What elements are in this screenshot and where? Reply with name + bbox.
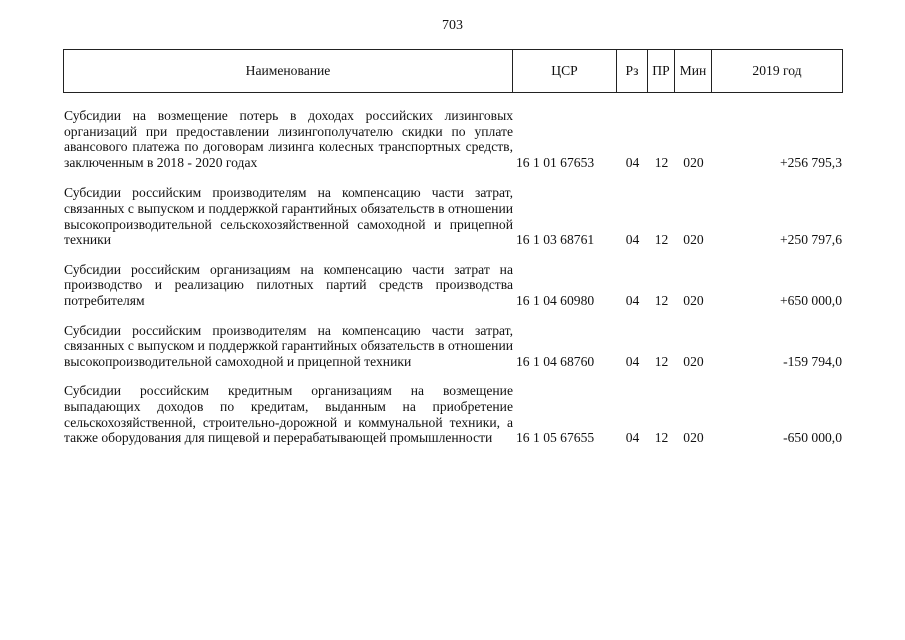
row-description: Субсидии на возмещение потерь в доходах российских лизинговых организаций при предоставлении лизингополучателю скидки по уплате авансового платежа по договорам лизинга колесных транспортных средств, заключенным в 2018 - 2020 годах	[64, 108, 513, 170]
row-csr: 16 1 01 67653	[516, 154, 595, 170]
row-value: +650 000,0	[779, 292, 842, 308]
row-pr: 12	[654, 292, 669, 308]
table-row	[64, 323, 843, 370]
row-csr: 16 1 05 67655	[516, 430, 595, 446]
row-value: +250 797,6	[779, 232, 842, 248]
row-min: 020	[683, 292, 704, 308]
table-row	[64, 185, 843, 247]
row-rz: 04	[625, 353, 640, 369]
row-csr: 16 1 03 68761	[516, 232, 595, 248]
row-value: -650 000,0	[783, 430, 842, 446]
row-pr: 12	[654, 232, 669, 248]
header-name: Наименование	[64, 50, 513, 92]
row-rz: 04	[625, 292, 640, 308]
row-min: 020	[683, 154, 704, 170]
row-description: Субсидии российским производителям на компенсацию части затрат, связанных с выпуском и поддержкой гарантийных обязательств в отношении высокопроизводительной самоходной и прицепной техники	[64, 322, 513, 369]
row-pr: 12	[654, 353, 669, 369]
header-pr: ПР	[648, 50, 675, 92]
header-csr: ЦСР	[513, 50, 617, 92]
row-pr: 12	[654, 430, 669, 446]
table-row	[64, 108, 843, 170]
header-min: Мин	[675, 50, 712, 92]
table-row	[64, 383, 843, 445]
row-min: 020	[683, 430, 704, 446]
row-value: +256 795,3	[779, 154, 842, 170]
row-rz: 04	[625, 232, 640, 248]
row-value: -159 794,0	[783, 353, 842, 369]
row-rz: 04	[625, 430, 640, 446]
row-csr: 16 1 04 60980	[516, 292, 595, 308]
table-body	[64, 108, 843, 460]
row-min: 020	[683, 353, 704, 369]
row-min: 020	[683, 232, 704, 248]
header-rz: Рз	[617, 50, 648, 92]
row-csr: 16 1 04 68760	[516, 353, 595, 369]
page-number: 703	[442, 18, 463, 33]
header-year: 2019 год	[752, 63, 802, 78]
row-description: Субсидии российским организациям на компенсацию части затрат на производство и реализацию пилотных партий средств производства потребителям	[64, 261, 513, 308]
row-rz: 04	[625, 154, 640, 170]
table-header	[63, 49, 843, 93]
row-description: Субсидии российским производителям на компенсацию части затрат, связанных с выпуском и поддержкой гарантийных обязательств в отношении высокопроизводительной сельскохозяйственной самоходной и прицепной техники	[64, 185, 513, 248]
row-description: Субсидии российским кредитным организациям на возмещение выпадающих доходов по кредитам, выданным на приобретение сельскохозяйственной, строительно-дорожной и коммунальной техники, а также оборудования для пищевой и перерабатывающей промышленности	[64, 383, 513, 446]
row-pr: 12	[654, 154, 669, 170]
table-row	[64, 262, 843, 309]
